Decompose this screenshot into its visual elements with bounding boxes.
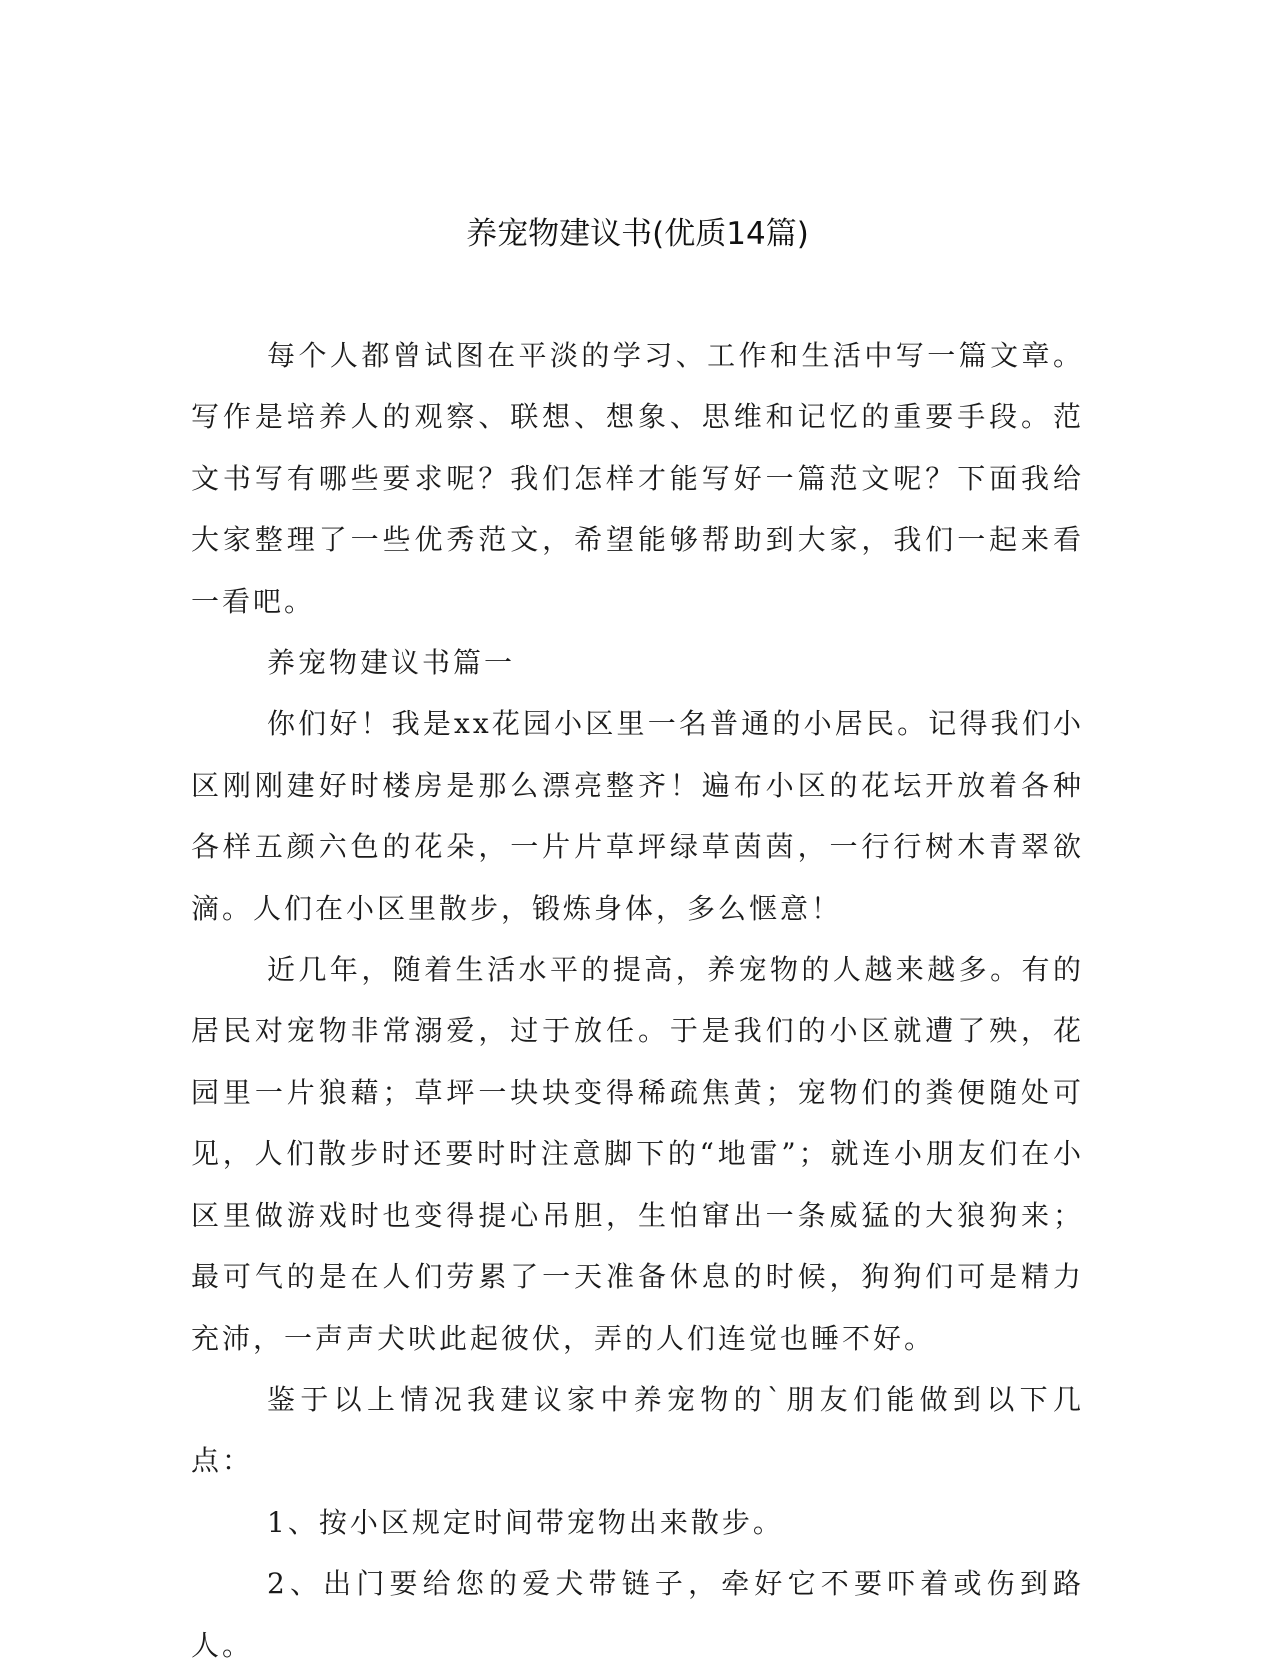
problem-paragraph: 近几年，随着生活水平的提高，养宠物的人越来越多。有的居民对宠物非常溺爱，过于放任。于是我们的小区就遭了殃，花园里一片狼藉；草坪一块块变得稀疏焦黄；宠物们的粪便随处可见，人们散步时还要时时注意脚下的“地雷”；就连小朋友们在小区里做游戏时也变得提心吊胆，生怕窜出一条威猛的大狼狗来；最可气的是在人们劳累了一天准备休息的时候，狗狗们可是精力充沛，一声声犬吠此起彼伏，弄的人们连觉也睡不好。: [191, 953, 1084, 1355]
suggestion-item: 1、按小区规定时间带宠物出来散步。: [267, 1505, 784, 1539]
suggestion-intro-paragraph: 鉴于以上情况我建议家中养宠物的`朋友们能做到以下几点：: [191, 1382, 1084, 1478]
document-body: [191, 325, 1084, 1676]
suggestion-item: 2、出门要给您的爱犬带链子，牵好它不要吓着或伤到路人。: [191, 1567, 1084, 1662]
document-title: 养宠物建议书(优质14篇): [466, 216, 809, 252]
section-heading: 养宠物建议书篇一: [267, 646, 516, 680]
greeting-paragraph: 你们好！我是xx花园小区里一名普通的小居民。记得我们小区刚刚建好时楼房是那么漂亮整齐！遍布小区的花坛开放着各种各样五颜六色的花朵，一片片草坪绿草茵茵，一行行树木青翠欲滴。人们在小区里散步，锻炼身体，多么惬意！: [191, 707, 1084, 925]
intro-paragraph: 每个人都曾试图在平淡的学习、工作和生活中写一篇文章。写作是培养人的观察、联想、想象、思维和记忆的重要手段。范文书写有哪些要求呢？我们怎样才能写好一篇范文呢？下面我给大家整理了一些优秀范文，希望能够帮助到大家，我们一起来看一看吧。: [191, 339, 1084, 618]
